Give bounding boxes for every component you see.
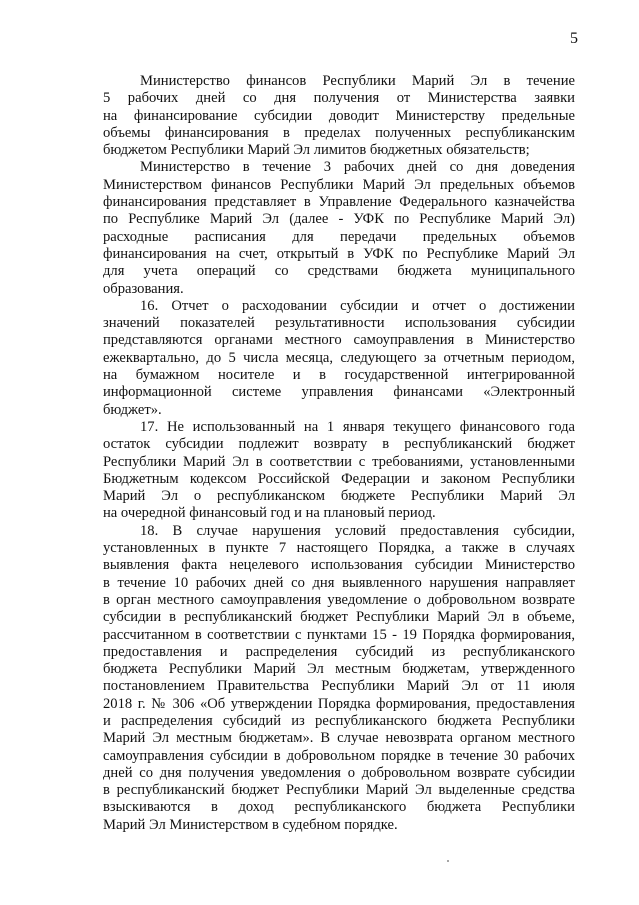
text-line: в республиканский бюджет Республики Марий Эл выделенные средства: [103, 782, 575, 799]
text-line: Марий Эл Министерством в судебном порядке.: [103, 816, 398, 833]
text-line: 17. Не использованный на 1 января текущего финансового года: [140, 418, 575, 435]
text-line: ежеквартально, до 5 числа месяца, следующего за отчетным периодом,: [103, 349, 575, 366]
text-line: установленных в пункте 7 настоящего Порядка, а также в случаях: [103, 540, 575, 557]
text-line: финансирования на счет, открытый в УФК по Республике Марий Эл: [103, 245, 575, 262]
text-line: на финансирование субсидии доводит Министерству предельные: [103, 107, 575, 124]
text-line: Марий Эл о республиканском бюджете Республики Марий Эл: [103, 488, 575, 505]
text-line: 18. В случае нарушения условий предоставления субсидии,: [140, 522, 575, 539]
paragraph: [103, 419, 575, 523]
text-line: образования.: [103, 280, 184, 297]
text-line: рассчитанном в соответствии с пунктами 15 - 19 Порядка формирования,: [103, 626, 575, 643]
text-line: Министерство финансов Республики Марий Эл в течение: [140, 73, 575, 89]
text-line: остаток субсидии подлежит возврату в республиканский бюджет: [103, 436, 575, 453]
text-line: выявления факта нецелевого использования субсидии Министерство: [103, 557, 575, 574]
scan-artifact-dot: [447, 860, 449, 862]
text-line: самоуправления субсидии в добровольном порядке в течение 30 рабочих: [103, 747, 575, 764]
text-line: Министерство в течение 3 рабочих дней со дня доведения: [140, 159, 575, 176]
text-line: в орган местного самоуправления уведомление о добровольном возврате: [103, 591, 575, 608]
text-line: финансирования представляет в Управление Федерального казначейства: [103, 194, 575, 211]
text-line: объемы финансирования в пределах полученных республиканским: [103, 124, 575, 141]
text-line: на бумажном носителе и в государственной интегрированной: [103, 367, 575, 384]
text-line: Бюджетным кодексом Российской Федерации и законом Республики: [103, 470, 575, 487]
text-line: бюджета Республики Марий Эл местным бюджетам, утвержденного: [103, 661, 575, 678]
text-line: значений показателей результативности использования субсидии: [103, 315, 575, 332]
text-line: 16. Отчет о расходовании субсидии и отчет о достижении: [140, 297, 575, 314]
text-line: дней со дня получения уведомления о добровольном возврате субсидии: [103, 764, 575, 781]
text-line: расходные расписания для передачи предельных объемов: [103, 228, 575, 245]
text-line: представляются органами местного самоуправления в Министерство: [103, 332, 575, 349]
text-line: для учета операций со средствами бюджета муниципального: [103, 263, 575, 280]
text-line: по Республике Марий Эл (далее - УФК по Республике Марий Эл): [103, 211, 575, 228]
text-line: Министерством финансов Республики Марий Эл предельных объемов: [103, 176, 575, 193]
text-line: на очередной финансовый год и на плановый период.: [103, 505, 436, 522]
document-body: [103, 73, 575, 834]
paragraph: [103, 298, 575, 419]
text-line: и распределения субсидий из республиканского бюджета Республики: [103, 712, 575, 729]
paragraph: [103, 523, 575, 834]
text-line: взыскиваются в доход республиканского бюджета Республики: [103, 799, 575, 816]
text-line: бюджетом Республики Марий Эл лимитов бюджетных обязательств;: [103, 142, 530, 159]
paragraph: [103, 73, 575, 159]
page-number: 5: [570, 30, 578, 47]
text-line: предоставления и распределения субсидий из республиканского: [103, 643, 575, 660]
text-line: 5 рабочих дней со дня получения от Министерства заявки: [103, 90, 575, 107]
text-line: в течение 10 рабочих дней со дня выявленного нарушения направляет: [103, 574, 575, 591]
text-line: 2018 г. № 306 «Об утверждении Порядка формирования, предоставления: [103, 695, 575, 712]
text-line: субсидии в республиканский бюджет Республики Марий Эл в объеме,: [103, 609, 575, 626]
text-line: Республики Марий Эл в соответствии с требованиями, установленными: [103, 453, 575, 470]
text-line: Марий Эл местным бюджетам». В случае невозврата органом местного: [103, 730, 575, 747]
text-line: бюджет».: [103, 401, 162, 418]
text-line: постановлением Правительства Республики Марий Эл от 11 июля: [103, 678, 575, 695]
text-line: информационной системе управления финансами «Электронный: [103, 384, 575, 401]
paragraph: [103, 159, 575, 297]
